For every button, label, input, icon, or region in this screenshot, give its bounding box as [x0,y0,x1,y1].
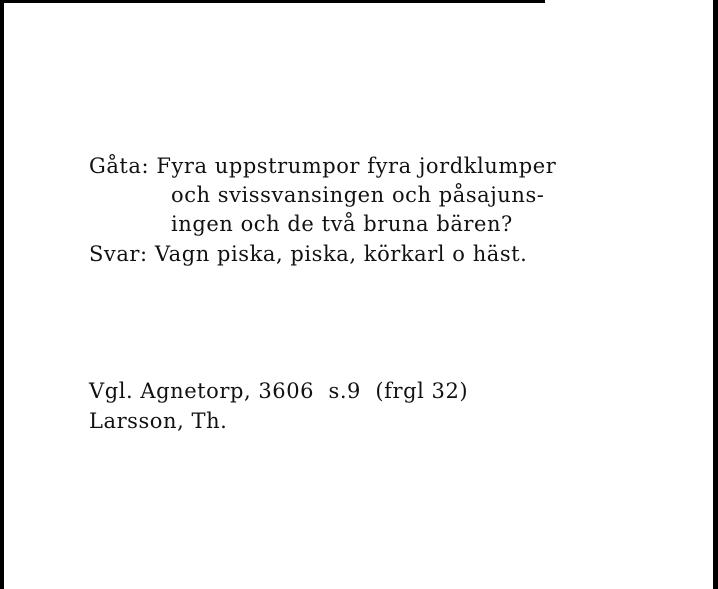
card-right-edge [713,0,718,589]
riddle-line-2 [171,181,544,209]
riddle-line-1 [89,152,556,180]
riddle-text-line-2: och svissvansingen och påsajuns- [171,183,545,207]
card-left-edge [0,0,4,589]
reference-note: (frgl 32) [375,379,469,403]
riddle-text-line-3: ingen och de två bruna bären? [171,212,513,236]
reference-place: Vgl. Agnetorp, 3606 [89,379,315,403]
reference-line [89,377,468,405]
reference-page: s.9 [328,379,361,403]
riddle-line-3 [171,210,513,238]
collector-name: Larsson, Th. [89,409,228,433]
answer-line [89,240,527,268]
riddle-label: Gåta: [89,154,150,178]
answer-text: Vagn piska, piska, körkarl o häst. [154,242,528,266]
riddle-text-line-1: Fyra uppstrumpor fyra jordklumper [156,154,557,178]
collector-line [89,407,227,435]
card-top-edge [0,0,545,3]
answer-label: Svar: [89,242,148,266]
